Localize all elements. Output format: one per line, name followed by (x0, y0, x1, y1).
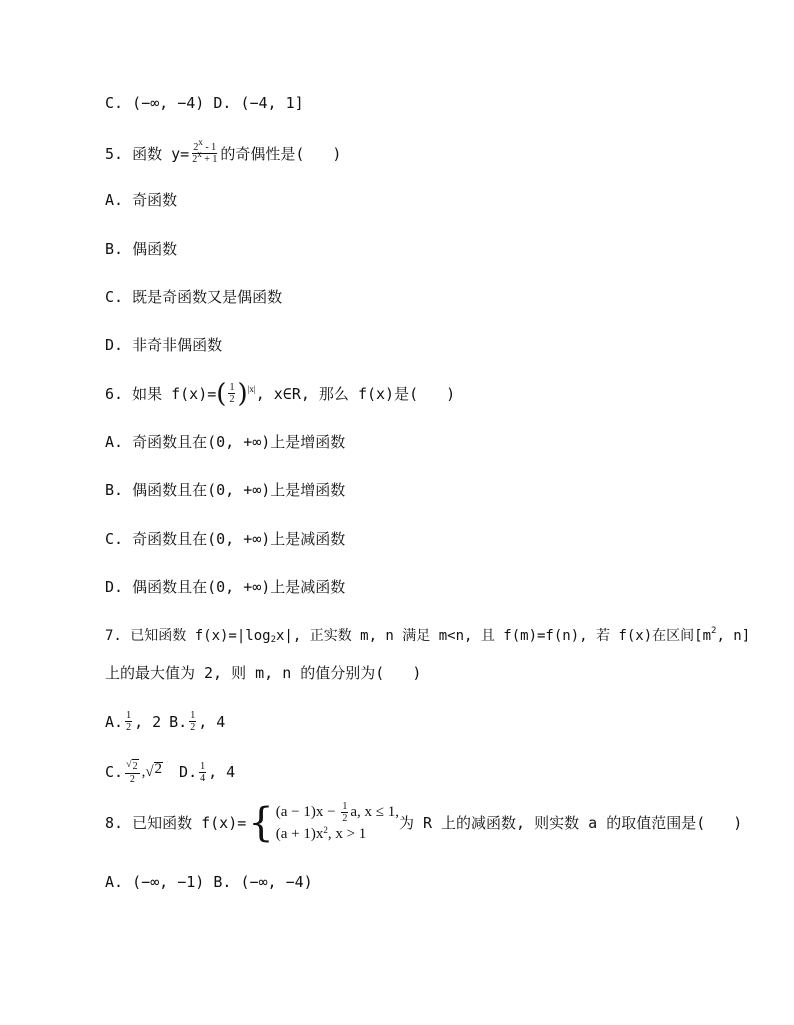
q7-option-a-fraction: $\frac{1}{2}$ (126, 710, 132, 733)
q5-option-b-text: B. 偶函数 (105, 240, 178, 258)
q6-option-a (105, 432, 345, 452)
left-brace: { (248, 800, 274, 846)
q7-text-a: 7. 已知函数 f(x)=|log (105, 628, 271, 644)
q7-stem-line2 (105, 663, 421, 683)
q8-options-ab-text: A. (−∞, −1) B. (−∞, −4) (105, 873, 313, 891)
q7-stem-line1 (105, 626, 750, 646)
q7-option-d-value: , 4 (208, 763, 236, 781)
q5-fraction (191, 137, 218, 165)
q5-option-b (105, 239, 177, 259)
q5-option-a-text: A. 奇函数 (105, 191, 178, 209)
right-paren: ) (237, 378, 248, 409)
q5-option-a (105, 190, 177, 210)
q8-case-2: $(a + 1)x^2$, x > 1 (275, 824, 367, 842)
q7-text-b: x|, 正实数 m, n 满足 m<n, 且 f(m)=f(n), 若 f(x)在区间[m (276, 628, 712, 644)
q6-option-d-text: D. 偶函数且在(0, +∞)上是减函数 (105, 578, 346, 596)
q8-piecewise (276, 801, 399, 846)
q7-line2-text: 上的最大值为 2, 则 m, n 的值分别为( (105, 664, 385, 682)
q7-option-b-label: B. (169, 712, 188, 731)
q7-options-ab (105, 710, 225, 733)
q7-option-d-label: D. (179, 763, 198, 781)
q7-option-b-fraction: $\frac{1}{2}$ (190, 710, 196, 733)
q6-option-b-text: B. 偶函数且在(0, +∞)上是增函数 (105, 481, 346, 499)
q8-stem (105, 800, 743, 846)
q7-option-b-value: , 4 (198, 712, 226, 731)
q7-close: ) (412, 664, 422, 682)
q8-close: ) (733, 814, 743, 832)
q7-option-d-fraction: $\frac{1}{4}$ (200, 760, 206, 784)
q5-suffix: 的奇偶性是( (220, 144, 305, 163)
q5-numerator: 2x - 1 (193, 137, 217, 153)
q5-prefix: 5. 函数 y= (105, 144, 190, 163)
q6-option-b (105, 480, 345, 500)
q7-log-base: 2 (270, 635, 276, 645)
left-paren: ( (216, 378, 227, 409)
q7-text-c: , n] (716, 628, 751, 644)
q8-options-ab (105, 872, 313, 892)
q7-option-c-label: C. (105, 763, 124, 781)
q7-option-a-value: , 2 (134, 712, 162, 731)
q4-options-cd (105, 93, 304, 113)
q6-close: ) (446, 384, 456, 403)
q8-suffix: 为 R 上的减函数, 则实数 a 的取值范围是( (398, 814, 706, 832)
q6-option-c (105, 529, 345, 549)
q6-option-a-text: A. 奇函数且在(0, +∞)上是增函数 (105, 433, 346, 451)
q6-option-c-text: C. 奇函数且在(0, +∞)上是减函数 (105, 530, 346, 548)
q6-prefix: 6. 如果 f(x)= (105, 384, 217, 403)
q5-denominator: 2x + 1 (192, 149, 218, 165)
q7-option-a-label: A. (105, 712, 124, 731)
q6-suffix: , x∈R, 那么 f(x)是( (255, 384, 419, 403)
q8-case-1: (a − 1)x − $\frac{1}{2}$ a, x ≤ 1, (275, 800, 399, 824)
q5-option-d (105, 335, 222, 355)
q6-fraction: $\frac{1}{2}$ (229, 382, 235, 405)
q6-option-d (105, 577, 345, 597)
q5-option-c (105, 287, 282, 307)
q7-square: 2 (711, 626, 717, 636)
q7-options-cd: C. √ 2 2 , √ 2 D. $\frac{1}{4}$ , 4 (105, 759, 236, 785)
sqrt-symbol: √ 2 (145, 761, 163, 780)
q4-options-cd-text: C. (−∞, −4) D. (−4, 1] (105, 94, 304, 112)
q5-option-d-text: D. 非奇非偶函数 (105, 336, 223, 354)
q5-close: ) (332, 144, 342, 163)
q7-option-c-fraction: √ 2 2 (126, 759, 138, 785)
q5-option-c-text: C. 既是奇函数又是偶函数 (105, 288, 283, 306)
q5-stem (105, 137, 342, 165)
q6-exponent: |x| (247, 383, 256, 394)
q6-stem (105, 378, 456, 409)
q8-prefix: 8. 已知函数 f(x)= (105, 814, 247, 832)
